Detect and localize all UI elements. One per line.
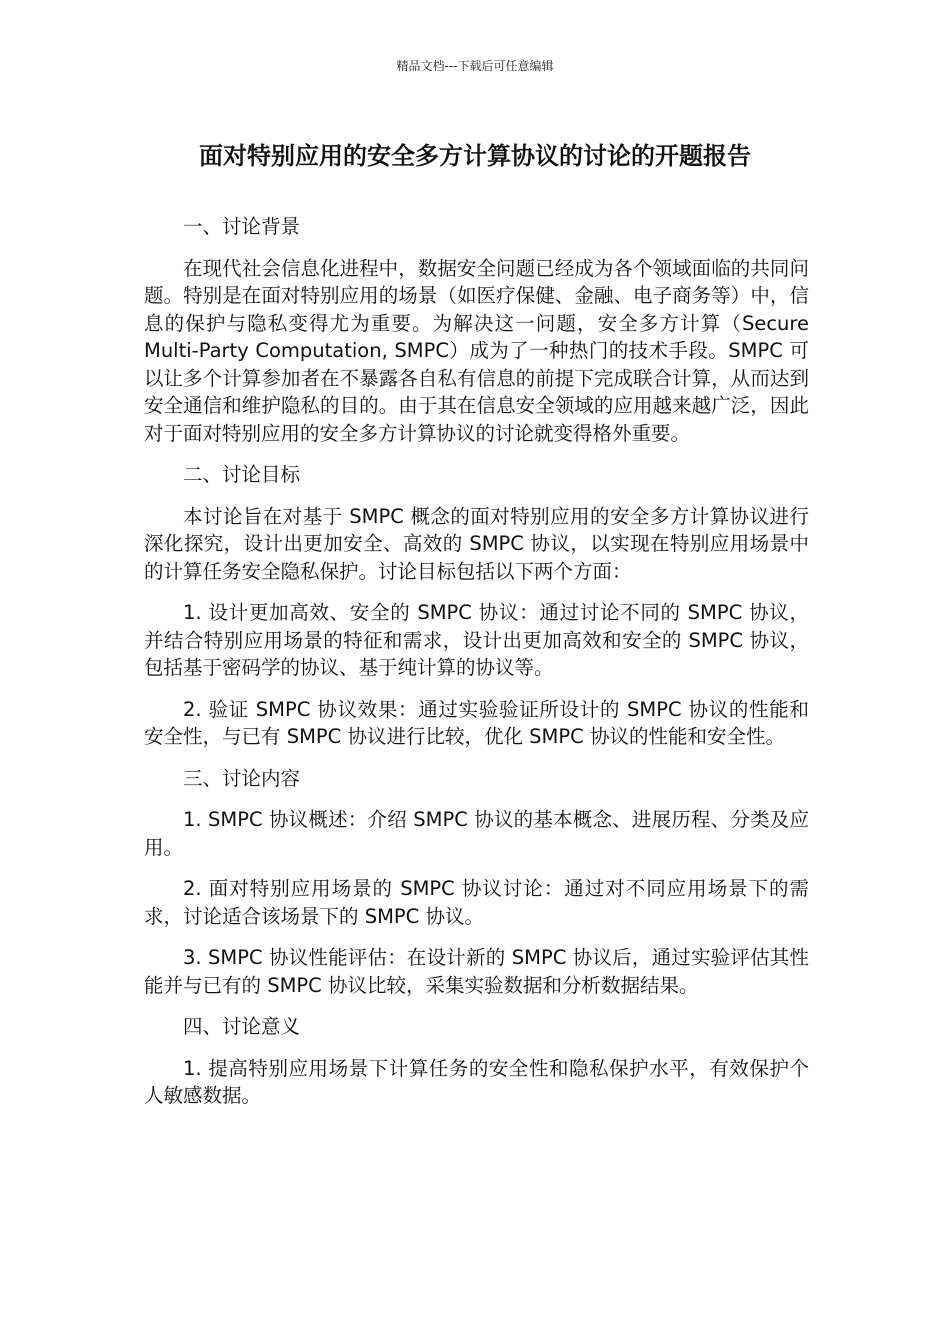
paragraph: 2. 面对特别应用场景的 SMPC 协议讨论：通过对不同应用场景下的需求，讨论适合该场景下的 SMPC 协议。: [144, 877, 809, 928]
section-heading-background: 一、讨论背景: [183, 215, 301, 238]
section-heading-significance: 四、讨论意义: [183, 1015, 301, 1038]
paragraph: 3. SMPC 协议性能评估：在设计新的 SMPC 协议后，通过实验评估其性能并与已有的 SMPC 协议比较，采集实验数据和分析数据结果。: [144, 946, 809, 997]
paragraph: 2. 验证 SMPC 协议效果：通过实验验证所设计的 SMPC 协议的性能和安全性，与已有 SMPC 协议进行比较，优化 SMPC 协议的性能和安全性。: [144, 697, 809, 748]
document-title: 面对特别应用的安全多方计算协议的讨论的开题报告: [199, 142, 751, 170]
document-body: [144, 213, 809, 1124]
paragraph: 1. 提高特别应用场景下计算任务的安全性和隐私保护水平，有效保护个人敏感数据。: [144, 1056, 809, 1107]
section-heading-content: 三、讨论内容: [183, 766, 301, 790]
header-note: 精品文档---下载后可任意编辑: [396, 59, 554, 73]
section-heading-goals: 二、讨论目标: [183, 463, 301, 486]
paragraph: 在现代社会信息化进程中，数据安全问题已经成为各个领域面临的共同问题。特别是在面对特别应用的场景（如医疗保健、金融、电子商务等）中，信息的保护与隐私变得尤为重要。为解决这一问题，安全多方计算（Secure Multi-Party Computation, SMPC）成为了一种热门的技术手段。SMPC 可以让多个计算参加者在不暴露各自私有信息的前提下完成联合计算，从而达到安全通信和维护隐私的目的。由于其在信息安全领域的应用越来越广泛，因此对于面对特别应用的安全多方计算协议的讨论就变得格外重要。: [144, 256, 809, 445]
paragraph: 本讨论旨在对基于 SMPC 概念的面对特别应用的安全多方计算协议进行深化探究，设计出更加安全、高效的 SMPC 协议，以实现在特别应用场景中的计算任务安全隐私保护。讨论目标包括以下两个方面：: [144, 504, 809, 583]
paragraph: 1. SMPC 协议概述：介绍 SMPC 协议的基本概念、进展历程、分类及应用。: [144, 808, 809, 859]
paragraph: 1. 设计更加高效、安全的 SMPC 协议：通过讨论不同的 SMPC 协议，并结合特别应用场景的特征和需求，设计出更加高效和安全的 SMPC 协议，包括基于密码学的协议、基于纯计算的协议等。: [144, 601, 809, 679]
